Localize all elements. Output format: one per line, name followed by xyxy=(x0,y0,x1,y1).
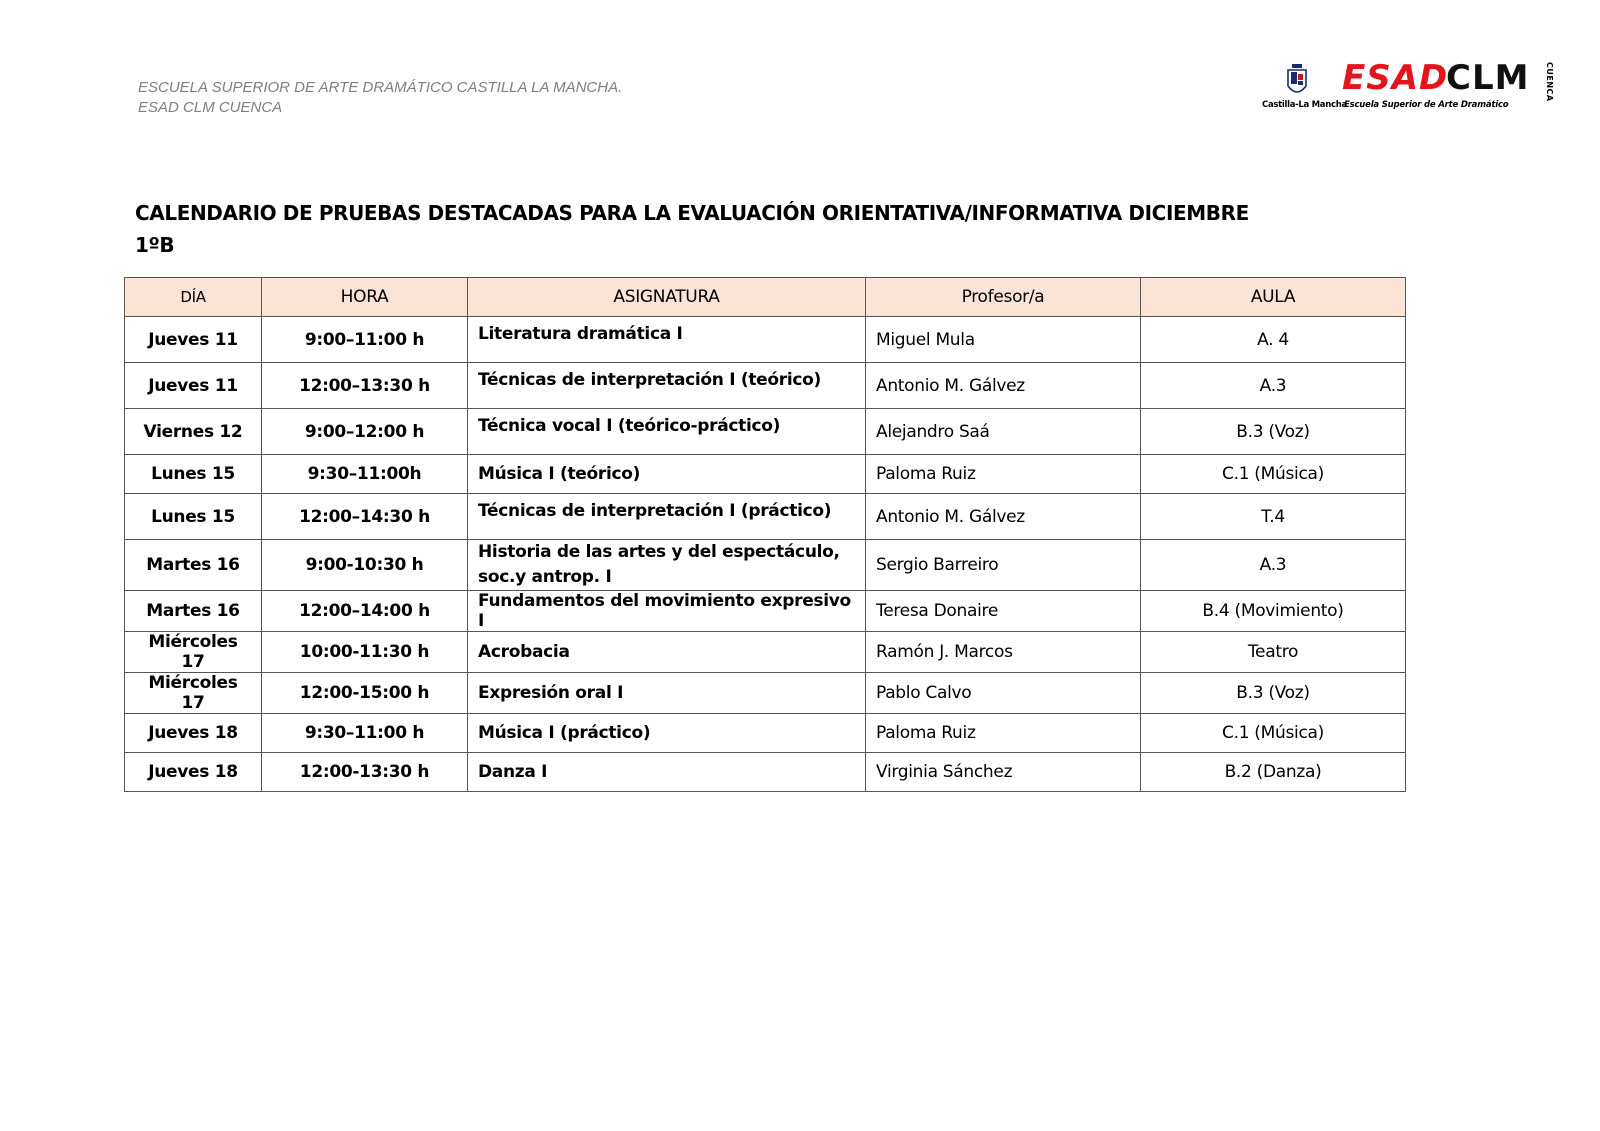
cell-profesor: Ramón J. Marcos xyxy=(866,632,1141,673)
cell-profesor: Virginia Sánchez xyxy=(866,753,1141,792)
cell-hora: 9:30–11:00h xyxy=(262,455,468,494)
table-row xyxy=(125,540,1406,591)
cell-aula: C.1 (Música) xyxy=(1141,455,1406,494)
cell-asignatura: Fundamentos del movimiento expresivo I xyxy=(468,591,866,632)
cell-aula: A.3 xyxy=(1141,540,1406,591)
cell-dia: Jueves 11 xyxy=(125,363,262,409)
cell-aula: B.4 (Movimiento) xyxy=(1141,591,1406,632)
cell-hora: 9:00-10:30 h xyxy=(262,540,468,591)
cell-dia: Martes 16 xyxy=(125,591,262,632)
cell-dia: Jueves 11 xyxy=(125,317,262,363)
cell-profesor: Teresa Donaire xyxy=(866,591,1141,632)
cell-aula: T.4 xyxy=(1141,494,1406,540)
cell-asignatura: Literatura dramática I xyxy=(468,317,866,363)
table-row xyxy=(125,714,1406,753)
cell-dia: Lunes 15 xyxy=(125,455,262,494)
cell-asignatura xyxy=(468,540,866,591)
cell-hora: 9:30–11:00 h xyxy=(262,714,468,753)
cell-hora: 12:00–14:00 h xyxy=(262,591,468,632)
cell-hora: 12:00–14:30 h xyxy=(262,494,468,540)
cell-asignatura: Acrobacia xyxy=(468,632,866,673)
cell-dia: Lunes 15 xyxy=(125,494,262,540)
esad-clm-logo xyxy=(1262,58,1554,118)
document-title-line1: CALENDARIO DE PRUEBAS DESTACADAS PARA LA EVALUACIÓN ORIENTATIVA/INFORMATIVA DICIEMBRE xyxy=(135,201,1249,225)
column-header-hora: HORA xyxy=(262,278,468,317)
cell-dia: Martes 16 xyxy=(125,540,262,591)
cell-aula: C.1 (Música) xyxy=(1141,714,1406,753)
cell-asignatura: Expresión oral I xyxy=(468,673,866,714)
cell-profesor: Antonio M. Gálvez xyxy=(866,363,1141,409)
region-label: Castilla-La Mancha xyxy=(1262,100,1347,110)
cell-hora: 9:00–11:00 h xyxy=(262,317,468,363)
school-header xyxy=(138,78,622,118)
cell-asignatura: Danza I xyxy=(468,753,866,792)
table-row xyxy=(125,317,1406,363)
cell-asignatura-line2: soc.y antrop. I xyxy=(478,567,612,587)
cell-profesor: Paloma Ruiz xyxy=(866,455,1141,494)
cell-aula: Teatro xyxy=(1141,632,1406,673)
cell-profesor: Miguel Mula xyxy=(866,317,1141,363)
cell-aula: B.2 (Danza) xyxy=(1141,753,1406,792)
table-row xyxy=(125,632,1406,673)
cell-profesor: Pablo Calvo xyxy=(866,673,1141,714)
cell-asignatura: Técnica vocal I (teórico-práctico) xyxy=(468,409,866,455)
clm-wordmark: CLM xyxy=(1446,58,1530,98)
cell-dia: Viernes 12 xyxy=(125,409,262,455)
document-title-line2: 1ºB xyxy=(135,233,175,257)
cell-profesor: Sergio Barreiro xyxy=(866,540,1141,591)
cell-profesor: Antonio M. Gálvez xyxy=(866,494,1141,540)
table-row xyxy=(125,409,1406,455)
table-row xyxy=(125,753,1406,792)
cell-profesor: Alejandro Saá xyxy=(866,409,1141,455)
column-header-asignatura: ASIGNATURA xyxy=(468,278,866,317)
table-row xyxy=(125,673,1406,714)
cell-hora: 12:00-15:00 h xyxy=(262,673,468,714)
castilla-la-mancha-crest-icon xyxy=(1286,64,1308,98)
cell-asignatura: Música I (práctico) xyxy=(468,714,866,753)
cell-dia: Miércoles 17 xyxy=(125,673,262,714)
cell-aula: B.3 (Voz) xyxy=(1141,409,1406,455)
school-header-line1: ESCUELA SUPERIOR DE ARTE DRAMÁTICO CASTILLA LA MANCHA. xyxy=(138,79,623,96)
cell-hora: 12:00-13:30 h xyxy=(262,753,468,792)
cell-aula: A. 4 xyxy=(1141,317,1406,363)
exam-schedule-table xyxy=(124,277,1406,792)
document-title xyxy=(135,197,1335,261)
cell-aula: A.3 xyxy=(1141,363,1406,409)
cell-profesor: Paloma Ruiz xyxy=(866,714,1141,753)
column-header-profesor: Profesor/a xyxy=(866,278,1141,317)
cell-asignatura: Música I (teórico) xyxy=(468,455,866,494)
cell-dia: Jueves 18 xyxy=(125,714,262,753)
cell-asignatura-line1: Historia de las artes y del espectáculo, xyxy=(478,542,840,562)
table-row xyxy=(125,494,1406,540)
column-header-dia: DÍA xyxy=(125,278,262,317)
table-row xyxy=(125,455,1406,494)
city-label: CUENCA xyxy=(1545,62,1554,102)
school-header-line2: ESAD CLM CUENCA xyxy=(138,99,283,116)
cell-dia: Jueves 18 xyxy=(125,753,262,792)
cell-hora: 9:00–12:00 h xyxy=(262,409,468,455)
cell-hora: 10:00-11:30 h xyxy=(262,632,468,673)
table-row xyxy=(125,591,1406,632)
cell-asignatura: Técnicas de interpretación I (práctico) xyxy=(468,494,866,540)
column-header-aula: AULA xyxy=(1141,278,1406,317)
cell-asignatura: Técnicas de interpretación I (teórico) xyxy=(468,363,866,409)
cell-hora: 12:00–13:30 h xyxy=(262,363,468,409)
table-row xyxy=(125,363,1406,409)
cell-dia: Miércoles 17 xyxy=(125,632,262,673)
esad-wordmark: ESAD xyxy=(1342,58,1449,98)
cell-aula: B.3 (Voz) xyxy=(1141,673,1406,714)
table-header-row xyxy=(125,278,1406,317)
school-label: Escuela Superior de Arte Dramático xyxy=(1344,100,1509,110)
